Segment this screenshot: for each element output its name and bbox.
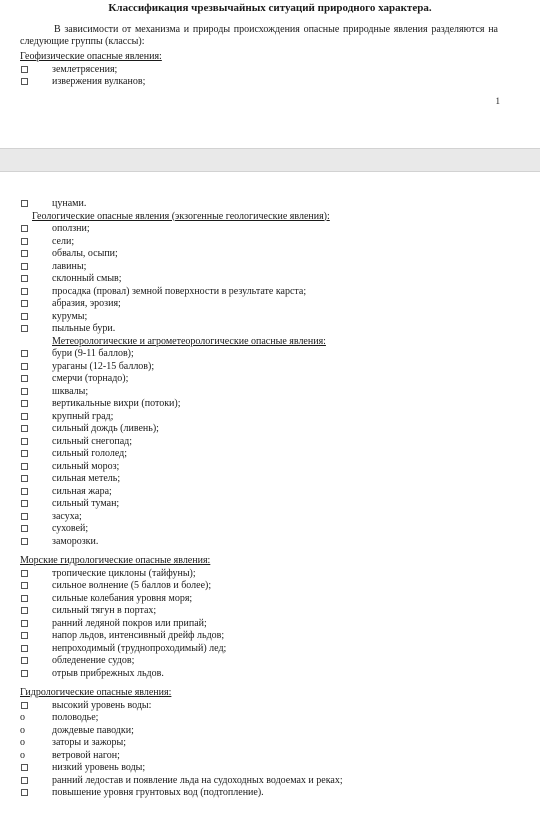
list-item [0,655,540,668]
square-bullet-icon [21,764,28,771]
list-item [0,737,540,750]
list-item [0,712,540,725]
list-item-text: обледенение судов; [52,655,135,666]
list-item-text: смерчи (торнадо); [52,373,129,384]
square-bullet-icon [21,200,28,207]
list-item [0,398,540,411]
list-item [0,511,540,524]
list-item [0,605,540,618]
section-heading-text: Геофизические опасные явления: [20,51,162,62]
list-item-text: ураганы (12-15 баллов); [52,360,155,372]
list-item-text: пыльные бури. [52,323,116,334]
square-bullet-icon [21,425,28,432]
circle-bullet-icon: o [20,737,25,748]
document-page-1 [0,0,540,148]
list-item-text: сильное волнение (5 баллов и более); [52,580,212,591]
square-bullet-icon [21,632,28,639]
square-bullet-icon [21,500,28,507]
list-item [0,76,540,89]
list-item [0,261,540,274]
list-item [0,580,540,593]
square-bullet-icon [21,657,28,664]
list-item [0,273,540,286]
section-heading [0,687,540,700]
list-item [0,361,540,374]
list-item [0,498,540,511]
list-item-text: извержения вулканов; [52,76,146,87]
section-heading [0,336,540,349]
square-bullet-icon [21,325,28,332]
page-break [0,148,540,172]
list-item [0,373,540,386]
list-item [0,248,540,261]
square-bullet-icon [21,438,28,445]
square-bullet-icon [21,488,28,495]
list-item [0,236,540,249]
square-bullet-icon [21,475,28,482]
list-item [0,223,540,236]
list-item [0,618,540,631]
list-item [0,448,540,461]
list-item-text: землетрясения; [52,63,118,75]
list-item-text: абразия, эрозия; [52,298,121,309]
list-item-text: обвалы, осыпи; [52,248,118,259]
list-item [0,725,540,738]
section-heading-text: Гидрологические опасные явления: [20,687,172,698]
list-item [0,286,540,299]
list-item-text: непроходимый (труднопроходимый) лед; [52,642,227,654]
list-item-text: оползни; [52,223,90,234]
square-bullet-icon [21,300,28,307]
square-bullet-icon [21,450,28,457]
list-item-text: заторы и зажоры; [52,737,126,748]
list-item [0,486,540,499]
section-heading [0,211,540,224]
square-bullet-icon [21,275,28,282]
list-item-text: шквалы; [52,385,89,397]
square-bullet-icon [21,538,28,545]
square-bullet-icon [21,620,28,627]
intro-paragraph: В зависимости от механизма и природы происхождения опасные природные явления разделяются на следующие группы (классы): [20,24,498,47]
list-item [0,436,540,449]
list-item [0,473,540,486]
square-bullet-icon [21,250,28,257]
list-item-text: половодье; [52,712,99,723]
section-heading [0,555,540,568]
list-item [0,643,540,656]
list-item [0,630,540,643]
square-bullet-icon [21,513,28,520]
circle-bullet-icon: o [20,724,25,736]
list-item [0,668,540,681]
square-bullet-icon [21,607,28,614]
square-bullet-icon [21,463,28,470]
square-bullet-icon [21,225,28,232]
square-bullet-icon [21,582,28,589]
square-bullet-icon [21,789,28,796]
list-item [0,348,540,361]
list-item [0,750,540,763]
square-bullet-icon [21,777,28,784]
list-item-text: суховей; [52,523,89,534]
list-item-text: заморозки. [52,535,99,547]
square-bullet-icon [21,238,28,245]
list-item [0,198,540,211]
list-item-text: крупный град; [52,410,114,422]
section-heading-text: Геологические опасные явления (экзогенные геологические явления): [32,210,330,222]
list-item [0,568,540,581]
list-item [0,523,540,536]
square-bullet-icon [21,263,28,270]
list-item [0,298,540,311]
list-item [0,323,540,336]
list-item-text: тропические циклоны (тайфуны); [52,567,196,579]
list-item-text: низкий уровень воды; [52,762,146,773]
square-bullet-icon [21,670,28,677]
list-item-text: лавины; [52,260,87,272]
section-heading-text: Морские гидрологические опасные явления: [20,555,211,566]
square-bullet-icon [21,525,28,532]
list-item-text: ранний ледостав и появление льда на судоходных водоемах и реках; [52,774,343,786]
list-item-text: высокий уровень воды: [52,699,152,711]
list-item-text: напор льдов, интенсивный дрейф льдов; [52,630,225,641]
list-item-text: отрыв прибрежных льдов. [52,667,164,679]
square-bullet-icon [21,388,28,395]
list-item [0,64,540,77]
list-item-text: сильный снегопад; [52,435,132,447]
document-page-2 [0,172,540,817]
list-item-text: склонный смыв; [52,273,122,284]
list-item-text: засуха; [52,510,82,522]
section-heading-text: Метеорологические и агрометеорологические опасные явления: [52,335,326,347]
square-bullet-icon [21,66,28,73]
list-item-text: курумы; [52,310,88,322]
list-item-text: сильный туман; [52,498,120,509]
list-item-text: сильный мороз; [52,460,120,472]
list-item-text: цунами. [52,198,87,209]
list-item [0,311,540,324]
list-item [0,787,540,800]
square-bullet-icon [21,595,28,602]
square-bullet-icon [21,413,28,420]
list-item [0,386,540,399]
list-item [0,593,540,606]
list-item-text: сели; [52,235,75,247]
list-item-text: сильные колебания уровня моря; [52,592,193,604]
list-item-text: вертикальные вихри (потоки); [52,398,181,409]
list-item-text: сильная жара; [52,485,112,497]
list-item-text: ранний ледяной покров или припай; [52,617,207,629]
square-bullet-icon [21,645,28,652]
list-item-text: просадка (провал) земной поверхности в результате карста; [52,285,307,297]
square-bullet-icon [21,702,28,709]
list-item [0,461,540,474]
list-item [0,762,540,775]
list-item-text: сильный тягун в портах; [52,605,157,616]
circle-bullet-icon: o [20,712,25,723]
square-bullet-icon [21,363,28,370]
document-title: Классификация чрезвычайных ситуаций природного характера. [108,2,432,14]
list-item-text: повышение уровня грунтовых вод (подтопление). [52,787,264,798]
square-bullet-icon [21,375,28,382]
square-bullet-icon [21,570,28,577]
square-bullet-icon [21,350,28,357]
section-heading [0,51,540,64]
list-item-text: сильная метель; [52,473,121,484]
list-item [0,775,540,788]
square-bullet-icon [21,288,28,295]
list-item-text: сильный гололед; [52,448,128,459]
list-item [0,423,540,436]
list-item-text: бури (9-11 баллов); [52,348,134,359]
circle-bullet-icon: o [20,749,25,761]
list-item-text: сильный дождь (ливень); [52,423,159,434]
list-item [0,700,540,713]
square-bullet-icon [21,313,28,320]
page-number: 1 [495,96,500,106]
list-item [0,536,540,549]
square-bullet-icon [21,400,28,407]
list-item-text: дождевые паводки; [52,724,134,736]
list-item-text: ветровой нагон; [52,749,120,761]
list-item [0,411,540,424]
square-bullet-icon [21,78,28,85]
